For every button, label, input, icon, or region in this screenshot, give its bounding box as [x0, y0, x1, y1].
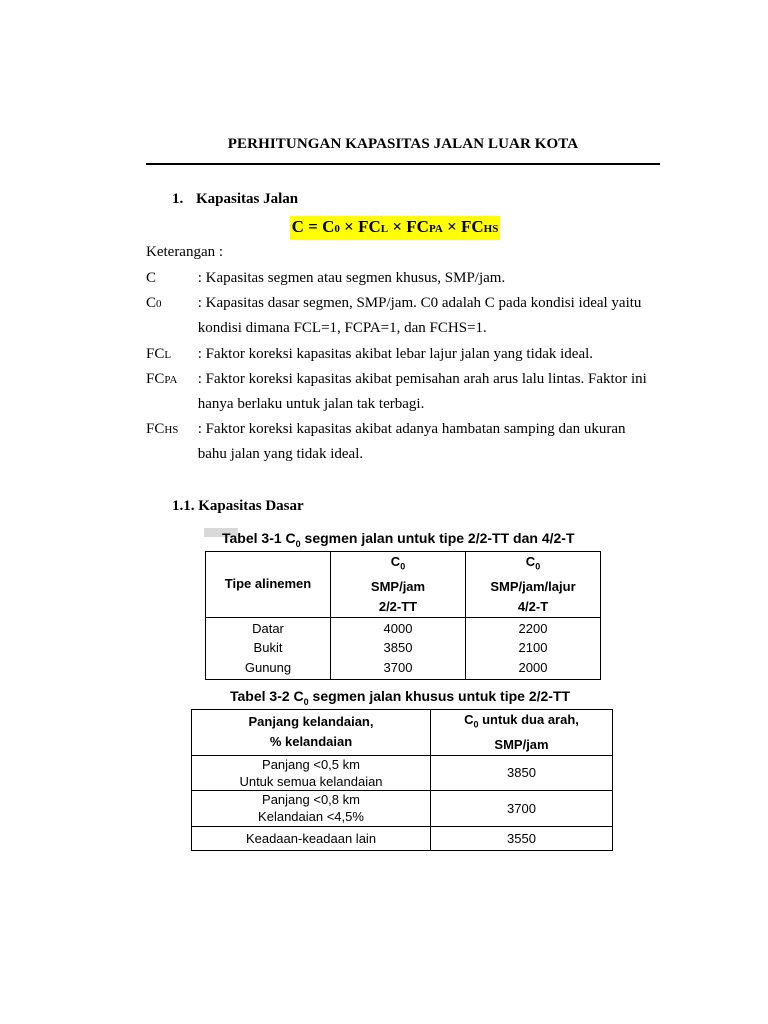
definition-symbol — [146, 346, 194, 363]
formula-part: × FC — [442, 217, 484, 236]
table-cell-kondisi — [192, 755, 431, 790]
caption-subscript: 0 — [295, 538, 301, 549]
table-cell-value: 3850 — [431, 755, 613, 790]
definition-symbol — [146, 295, 194, 312]
symbol-sub: L — [164, 349, 172, 361]
header-sub: 0 — [473, 719, 479, 730]
document-title: PERHITUNGAN KAPASITAS JALAN LUAR KOTA — [227, 136, 579, 152]
table-cell-kondisi: Keadaan-keadaan lain — [192, 826, 431, 850]
definition-text-continued: bahu jalan yang tidak ideal. — [194, 446, 364, 462]
table1-header-row — [206, 552, 601, 618]
table2-header-panjang — [192, 710, 431, 756]
capacity-formula — [290, 216, 501, 240]
header-c: C — [525, 554, 536, 569]
table-cell-value: 4000 — [331, 617, 466, 637]
definition-text: : Kapasitas segmen atau segmen khusus, SMP/jam. — [194, 270, 506, 286]
definition-text: : Kapasitas dasar segmen, SMP/jam. C0 adalah C pada kondisi ideal yaitu — [194, 295, 642, 311]
symbol-main: FC — [146, 421, 165, 437]
formula-part: × FC — [339, 217, 381, 236]
symbol-sub: 0 — [156, 298, 162, 310]
header-line: SMP/jam — [494, 736, 549, 752]
header-sub: 0 — [400, 561, 406, 572]
header-line: untuk dua arah, — [478, 712, 579, 727]
header-line: % kelandaian — [269, 734, 353, 750]
formula-subscript: HS — [483, 223, 499, 235]
definition-text: : Faktor koreksi kapasitas akibat pemisahan arah arus lalu lintas. Faktor ini — [194, 371, 647, 387]
table-cell-kondisi — [192, 790, 431, 826]
header-type: 2/2-TT — [378, 598, 418, 614]
caption-text: Tabel 3-1 C — [222, 530, 296, 546]
table-row — [206, 637, 601, 657]
caption-subscript: 0 — [303, 696, 309, 707]
definition-text-continued: kondisi dimana FCL=1, FCPA=1, dan FCHS=1. — [194, 320, 487, 336]
section-heading-1 — [172, 191, 298, 208]
caption-text: segmen jalan untuk tipe 2/2-TT dan 4/2-T — [300, 530, 575, 546]
table2-header-row — [192, 710, 613, 756]
symbol-main: C — [146, 270, 157, 286]
formula-part: × FC — [388, 217, 429, 236]
table-row — [192, 790, 613, 826]
definition-text: : Faktor koreksi kapasitas akibat lebar lajur jalan yang tidak ideal. — [194, 346, 594, 362]
keterangan-label: Keterangan : — [146, 244, 224, 260]
definition-symbol — [146, 371, 194, 388]
table-cell-value: 2000 — [466, 657, 601, 679]
symbol-main: FC — [146, 371, 165, 387]
symbol-sub: PA — [164, 374, 178, 386]
table-cell-value: 3850 — [331, 637, 466, 657]
cell-line: Panjang <0,5 km — [262, 756, 360, 772]
table-cell-value: 2200 — [466, 617, 601, 637]
definition-text: : Faktor koreksi kapasitas akibat adanya hambatan samping dan ukuran — [194, 421, 626, 437]
table-cell-value: 3550 — [431, 826, 613, 850]
cell-line: Panjang <0,8 km — [262, 792, 360, 808]
symbol-main: FC — [146, 346, 165, 362]
formula-subscript: PA — [428, 223, 443, 235]
table-cell-value: 3700 — [331, 657, 466, 679]
cell-line: Kelandaian <4,5% — [258, 809, 364, 825]
table2-header-c0 — [431, 710, 613, 756]
caption-text: segmen jalan khusus untuk tipe 2/2-TT — [308, 688, 571, 704]
table1 — [205, 551, 601, 680]
section-number: 1. — [172, 191, 184, 207]
table1-header-tipe: Tipe alinemen — [206, 552, 331, 618]
table-row — [206, 657, 601, 679]
formula-container — [0, 216, 768, 240]
table-cell-tipe: Gunung — [206, 657, 331, 679]
formula-part: C = C — [291, 217, 335, 236]
table1-header-c0-2-2tt — [331, 552, 466, 618]
table2-caption — [230, 688, 570, 707]
header-c: C — [464, 712, 474, 727]
section-heading-1-1: 1.1. Kapasitas Dasar — [172, 498, 304, 514]
table-cell-tipe: Datar — [206, 617, 331, 637]
header-unit: SMP/jam/lajur — [490, 578, 576, 594]
definition-symbol — [146, 270, 194, 287]
header-type: 4/2-T — [517, 598, 549, 614]
table1-header-c0-4-2t — [466, 552, 601, 618]
symbol-sub: HS — [164, 424, 179, 436]
section-title: Kapasitas Jalan — [196, 191, 299, 207]
table1-caption — [222, 530, 575, 549]
header-line: Panjang kelandaian, — [248, 714, 374, 730]
table-row — [206, 617, 601, 637]
table2 — [191, 709, 613, 851]
definition-text-continued: hanya berlaku untuk jalan tak terbagi. — [194, 396, 425, 412]
caption-text: Tabel 3-2 C — [230, 688, 304, 704]
table-row — [192, 826, 613, 850]
header-unit: SMP/jam — [370, 578, 426, 594]
table-cell-value: 3700 — [431, 790, 613, 826]
cell-line: Untuk semua kelandaian — [239, 773, 383, 789]
header-sub: 0 — [535, 561, 541, 572]
table-cell-value: 2100 — [466, 637, 601, 657]
formula-subscript: L — [380, 223, 389, 235]
formula-subscript: 0 — [334, 223, 340, 235]
table-row — [192, 755, 613, 790]
title-underline — [146, 163, 660, 165]
table-cell-tipe: Bukit — [206, 637, 331, 657]
definition-symbol — [146, 421, 194, 438]
symbol-main: C — [146, 295, 157, 311]
header-c: C — [390, 554, 401, 569]
